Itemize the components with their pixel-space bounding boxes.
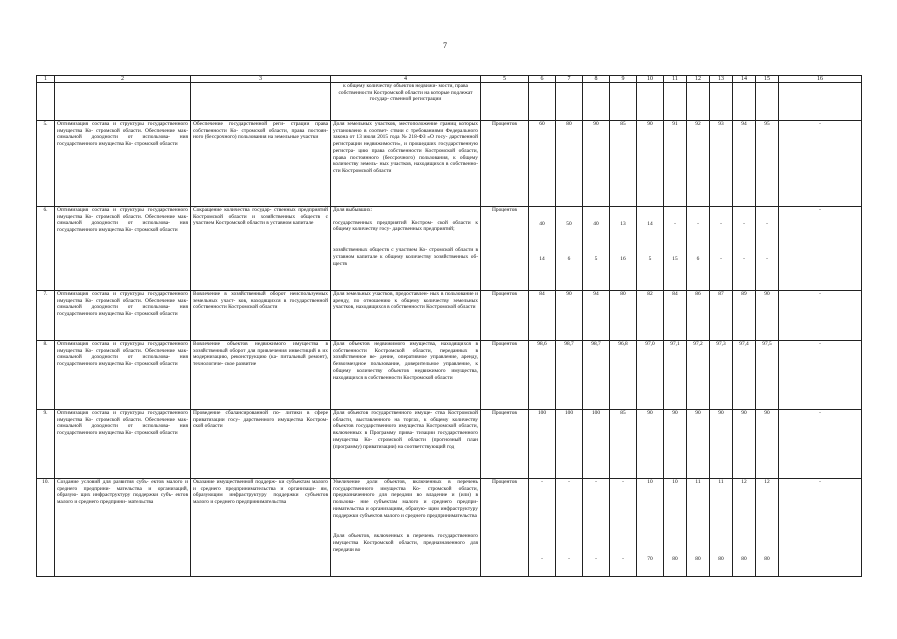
indicator-heading: Доля выбывших: — [333, 207, 373, 213]
note-cell: - — [779, 479, 862, 577]
row-number: 8. — [37, 341, 55, 410]
value-cell: 90 — [583, 121, 610, 207]
value-cell: - 15 — [664, 207, 687, 291]
value-cell: 98,7 — [556, 341, 583, 410]
note-cell: - — [779, 121, 862, 207]
value-cell: 100 — [556, 410, 583, 479]
value-cell: 92 — [687, 121, 710, 207]
row-number: 9. — [37, 410, 55, 479]
task-cell: Оптимизация состава и структуры государственного имущества Ко- стромской области. Обеспечение мак- симальной доходности от использова- ния государственного имущества Ко- стромской области — [55, 410, 191, 479]
indicator-item: хозяйственных обществ с участием Ко- стромской области в уставном капитале к общему количеству хозяйственных об- ществ — [333, 247, 478, 267]
value-cell: 91 — [664, 121, 687, 207]
unit-cell: Процентов — [481, 341, 529, 410]
indicators-table — [36, 75, 862, 577]
value-cell: 97,5 — [756, 341, 779, 410]
value-cell: 93 — [710, 121, 733, 207]
value-cell: 90 — [756, 410, 779, 479]
indicator-cell: Доля земельных участков, предоставлен- ных в пользование и аренду, по отношению к общему количеству земельных участков, находящихся в собственности Костромской области — [331, 291, 481, 341]
value-cell: 90 — [756, 291, 779, 341]
col-header: 12 — [687, 76, 710, 83]
event-cell: Обеспечение государственной реги- страции права собственности Ко- стромской области, права постоян- ного (бессрочного) пользования на земельные участки — [191, 121, 331, 207]
event-cell: Проведение сбалансированной по- литики в сфере приватизации госу- дарственного имущества Костром- ской области — [191, 410, 331, 479]
page-number: 7 — [443, 41, 447, 50]
value-cell: 97,2 — [687, 341, 710, 410]
row-number: 5. — [37, 121, 55, 207]
value-cell: - - — [529, 479, 556, 577]
event-cell: Сокращение количества государ- ственных предприятий Костромской области и хозяйственных обществ с участием Костромской области в уставном капитале — [191, 207, 331, 291]
indicator-cell: Доля объектов государственного имуще- ства Костромской области, выставленного на торгах, к общему количеству объектов государственного имущества Костромской области, включенных в Программу прива- тизации государственного имущества Ко- стромской области (прогнозный план (программу) приватизации) на соответствующий год — [331, 410, 481, 479]
value-cell: 84 — [664, 291, 687, 341]
note-cell: - — [779, 410, 862, 479]
task-cell: Создание условий для развития субъ- ектов малого и среднего предприни- мательства и организаций, образую- щих инфраструктуру поддержки субъ- ектов малого и среднего предприни- мательства — [55, 479, 191, 577]
unit-cell: Процентов — [481, 410, 529, 479]
value-cell: 90 — [710, 410, 733, 479]
value-cell: 90 — [637, 121, 664, 207]
unit-cell: Процентов — [481, 207, 529, 291]
table-row — [37, 410, 862, 479]
value-cell: 94 — [583, 291, 610, 341]
col-header: 10 — [637, 76, 664, 83]
value-cell: 80 — [556, 121, 583, 207]
col-header: 14 — [733, 76, 756, 83]
indicator-cell: Доля объектов недвижимого имущества, находящихся в собственности Костромской области, переданных в хозяйственное ве- дение, оперативное управление, аренду, безвозмездное пользование, доверительное управление, к общему количеству объектов недвижимого имущества, находящихся в собственности Костромской области — [331, 341, 481, 410]
value-cell: 100 — [583, 410, 610, 479]
indicator-cell — [331, 207, 481, 291]
col-header: 2 — [55, 76, 191, 83]
task-cell: Оптимизация состава и структуры государственного имущества Ко- стромской области. Обеспечение мак- симальной доходности от использова- ния государственного имущества Ко- стромской области — [55, 121, 191, 207]
value-cell: - - — [733, 207, 756, 291]
row-number: 6. — [37, 207, 55, 291]
note-cell: - — [779, 291, 862, 341]
indicator-item: государственных предприятий Костром- ской области к общему количеству госу- дарственных предприятий; — [333, 219, 478, 233]
value-cell: 12 80 — [733, 479, 756, 577]
col-header: 7 — [556, 76, 583, 83]
value-cell: 50 6 — [556, 207, 583, 291]
value-cell: 10 80 — [664, 479, 687, 577]
value-cell: 90 — [664, 410, 687, 479]
value-cell: - 6 — [687, 207, 710, 291]
col-header: 1 — [37, 76, 55, 83]
unit-cell: Процентов — [481, 479, 529, 577]
value-cell: 94 — [733, 121, 756, 207]
value-cell: 90 — [637, 410, 664, 479]
indicator-cell: Доля земельных участков, местоположение границ которых установлено в соответ- ствии с требованиями Федерального закона от 13 июля 2015 года № 218-ФЗ «О госу- дарственной регистрации недвижимости», и прошедших государственную регистра- цию права собственности Костромской области, права постоянного (бессрочного) пользования, к общему количеству земель- ных участков, находящихся в собственно- сти Костромской области — [331, 121, 481, 207]
value-cell: 98,7 — [583, 341, 610, 410]
value-cell: 40 5 — [583, 207, 610, 291]
value-cell: - - — [583, 479, 610, 577]
value-cell: 90 — [687, 410, 710, 479]
value-cell: 60 — [529, 121, 556, 207]
table-row — [37, 479, 862, 577]
value-cell: - - — [710, 207, 733, 291]
unit-cell: Процентов — [481, 291, 529, 341]
value-cell: 87 — [710, 291, 733, 341]
task-cell: Оптимизация состава и структуры государственного имущества Ко- стромской области. Обеспечение мак- симальной доходности от использова- ния государственного имущества Ко- стромской области — [55, 341, 191, 410]
value-cell: - - — [556, 479, 583, 577]
indicator-item: Доля объектов, включенных в перечень государственного имущества Костромской области, предназначенного для передачи во — [333, 533, 478, 553]
col-header: 5 — [481, 76, 529, 83]
indicator-cell — [331, 479, 481, 577]
col-header: 4 — [331, 76, 481, 83]
table-row — [37, 341, 862, 410]
value-cell: 11 80 — [687, 479, 710, 577]
value-cell: 98,6 — [529, 341, 556, 410]
value-cell: 85 — [610, 410, 637, 479]
note-cell: - — [779, 341, 862, 410]
col-header: 15 — [756, 76, 779, 83]
value-cell: 97,1 — [664, 341, 687, 410]
value-cell: 100 — [529, 410, 556, 479]
col-header: 6 — [529, 76, 556, 83]
value-cell: 97,3 — [710, 341, 733, 410]
task-cell: Оптимизация состава и структуры государственного имущества Ко- стромской области. Обеспечение мак- симальной доходности от использова- ния государственного имущества Ко- стромской области — [55, 291, 191, 341]
table-row — [37, 291, 862, 341]
value-cell: 80 — [610, 291, 637, 341]
value-cell: 96,8 — [610, 341, 637, 410]
unit-cell: Процентов — [481, 121, 529, 207]
table-row — [37, 121, 862, 207]
indicator-cell: к общему количеству объектов недвижи- мости, права собственности Костромской области на которые подлежат государ- ственной регистрации — [331, 83, 481, 121]
value-cell: 85 — [610, 121, 637, 207]
value-cell: 84 — [529, 291, 556, 341]
value-cell: 97,0 — [637, 341, 664, 410]
col-header: 11 — [664, 76, 687, 83]
value-cell: 14 5 — [637, 207, 664, 291]
value-cell: 12 80 — [756, 479, 779, 577]
note-cell: - — [779, 207, 862, 291]
task-cell: Оптимизация состава и структуры государственного имущества Ко- стромской области. Обеспечение мак- симальной доходности от использова- ния государственного имущества Ко- стромской области — [55, 207, 191, 291]
col-header: 9 — [610, 76, 637, 83]
column-number-row — [37, 76, 862, 83]
value-cell: 82 — [637, 291, 664, 341]
value-cell: 89 — [733, 291, 756, 341]
value-cell: - - — [756, 207, 779, 291]
value-cell: 11 80 — [710, 479, 733, 577]
indicator-item: Увеличение доли объектов, включенных в перечень государственного имущества Ко- стромской области, предназначенного для передачи во владение и (или) в пользова- ние субъектам малого и среднего предпри- нимательства и организациям, образую- щим инфраструктуру поддержки субъектов малого и среднего предпринимательства — [333, 479, 478, 519]
value-cell: 40 14 — [529, 207, 556, 291]
col-header: 3 — [191, 76, 331, 83]
value-cell: 97,4 — [733, 341, 756, 410]
value-cell: 90 — [556, 291, 583, 341]
col-header: 8 — [583, 76, 610, 83]
value-cell: 86 — [687, 291, 710, 341]
col-header: 13 — [710, 76, 733, 83]
value-cell: 10 70 — [637, 479, 664, 577]
table-row — [37, 83, 862, 121]
value-cell: 95 — [756, 121, 779, 207]
row-number: 7. — [37, 291, 55, 341]
col-header: 16 — [779, 76, 862, 83]
table-row — [37, 207, 862, 291]
row-number: 10. — [37, 479, 55, 577]
event-cell: Вовлечение объектов недвижимого имущества в хозяйственный оборот для привлечения инвестиций в их модернизацию, реконструкцию (ка- питальный ремонт), технологиче- ское развитие — [191, 341, 331, 410]
event-cell: Оказание имущественной поддерж- ки субъектам малого и среднего предпринимательства и организаци- ям, образующим инфраструктуру поддержки субъектов малого и среднего предпринимательства — [191, 479, 331, 577]
event-cell: Вовлечение в хозяйственный оборот неиспользуемых земельных участ- ков, находящихся в государственной собственности Костромской области — [191, 291, 331, 341]
value-cell: - - — [610, 479, 637, 577]
value-cell: 90 — [733, 410, 756, 479]
value-cell: 13 16 — [610, 207, 637, 291]
